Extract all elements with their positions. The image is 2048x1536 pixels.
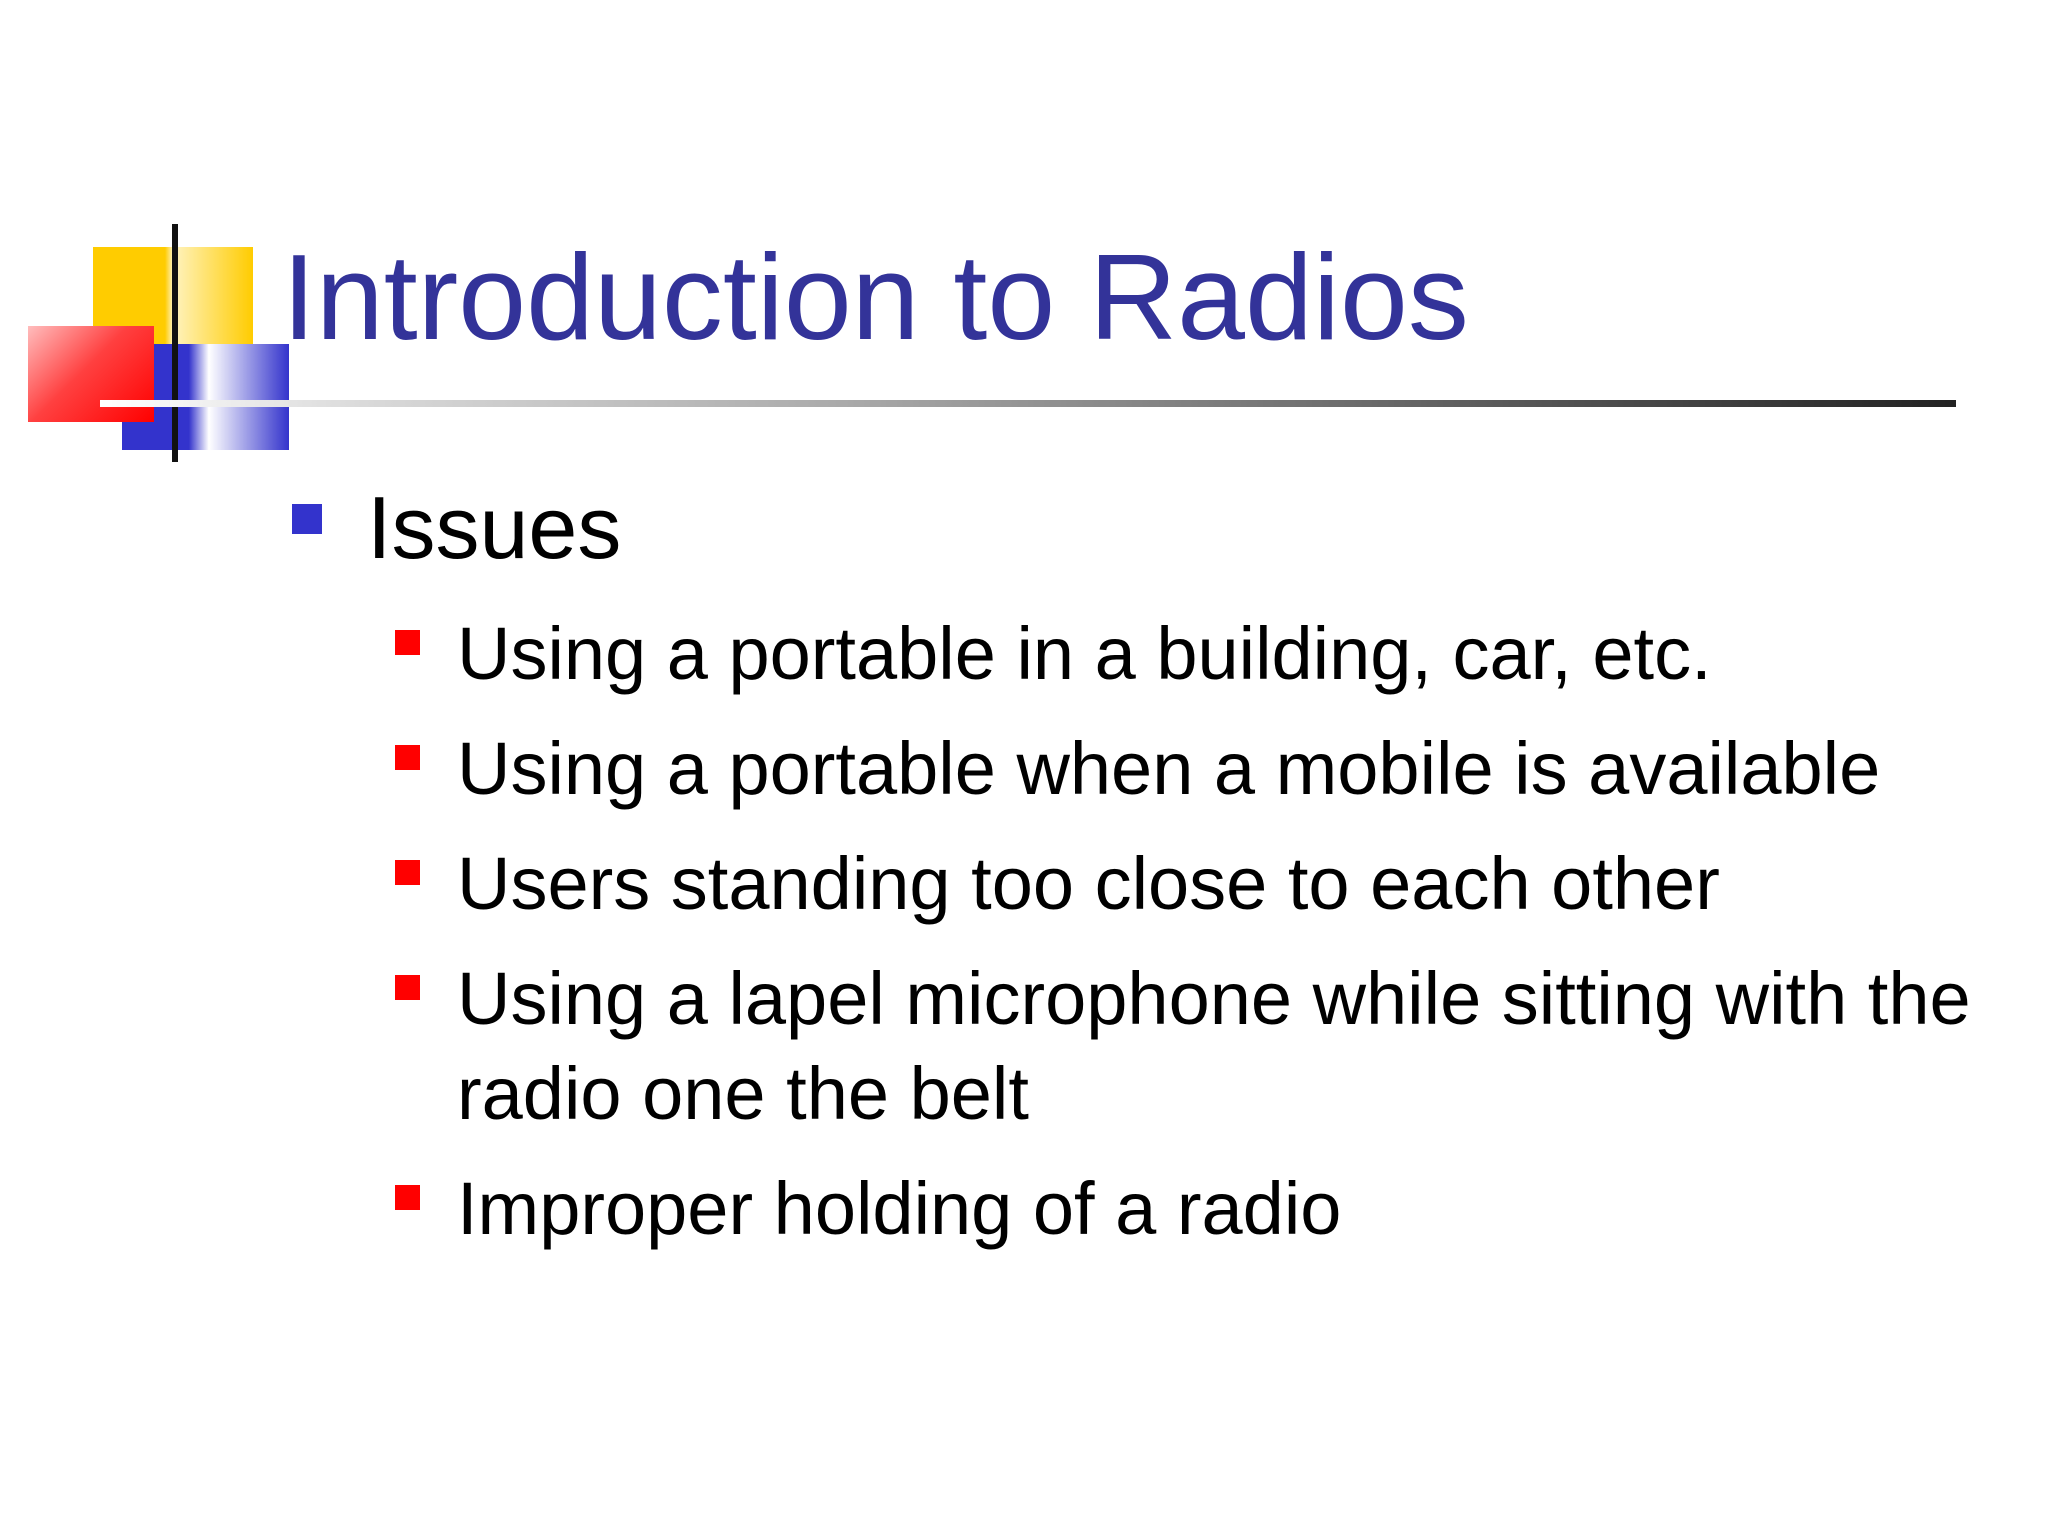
- red-square-bullet-icon: [395, 1185, 420, 1210]
- sub-bullet-item: [395, 951, 2015, 1141]
- red-square-bullet-icon: [395, 975, 420, 1000]
- decorative-red-square: [28, 326, 154, 422]
- sub-bullet-text: Using a portable in a building, car, etc.: [457, 612, 1712, 695]
- sub-bullet-text: Using a portable when a mobile is available: [457, 727, 1881, 810]
- red-square-bullet-icon: [395, 745, 420, 770]
- bullet-level1-text: Issues: [367, 478, 622, 577]
- sub-bullet-text: Using a lapel microphone while sitting with the radio one the belt: [457, 957, 1971, 1135]
- sub-bullet-item: [395, 606, 2015, 701]
- decorative-vertical-line: [172, 224, 178, 462]
- slide-title: Introduction to Radios: [282, 229, 1469, 365]
- title-underline: [100, 400, 1956, 407]
- red-square-bullet-icon: [395, 860, 420, 885]
- blue-square-bullet-icon: [292, 504, 322, 534]
- sub-bullet-item: [395, 836, 2015, 931]
- sub-bullet-item: [395, 721, 2015, 816]
- sub-bullet-text: Improper holding of a radio: [457, 1167, 1342, 1250]
- red-square-bullet-icon: [395, 630, 420, 655]
- sub-bullet-item: [395, 1161, 2015, 1256]
- sub-bullet-list: [395, 606, 2015, 1276]
- sub-bullet-text: Users standing too close to each other: [457, 842, 1720, 925]
